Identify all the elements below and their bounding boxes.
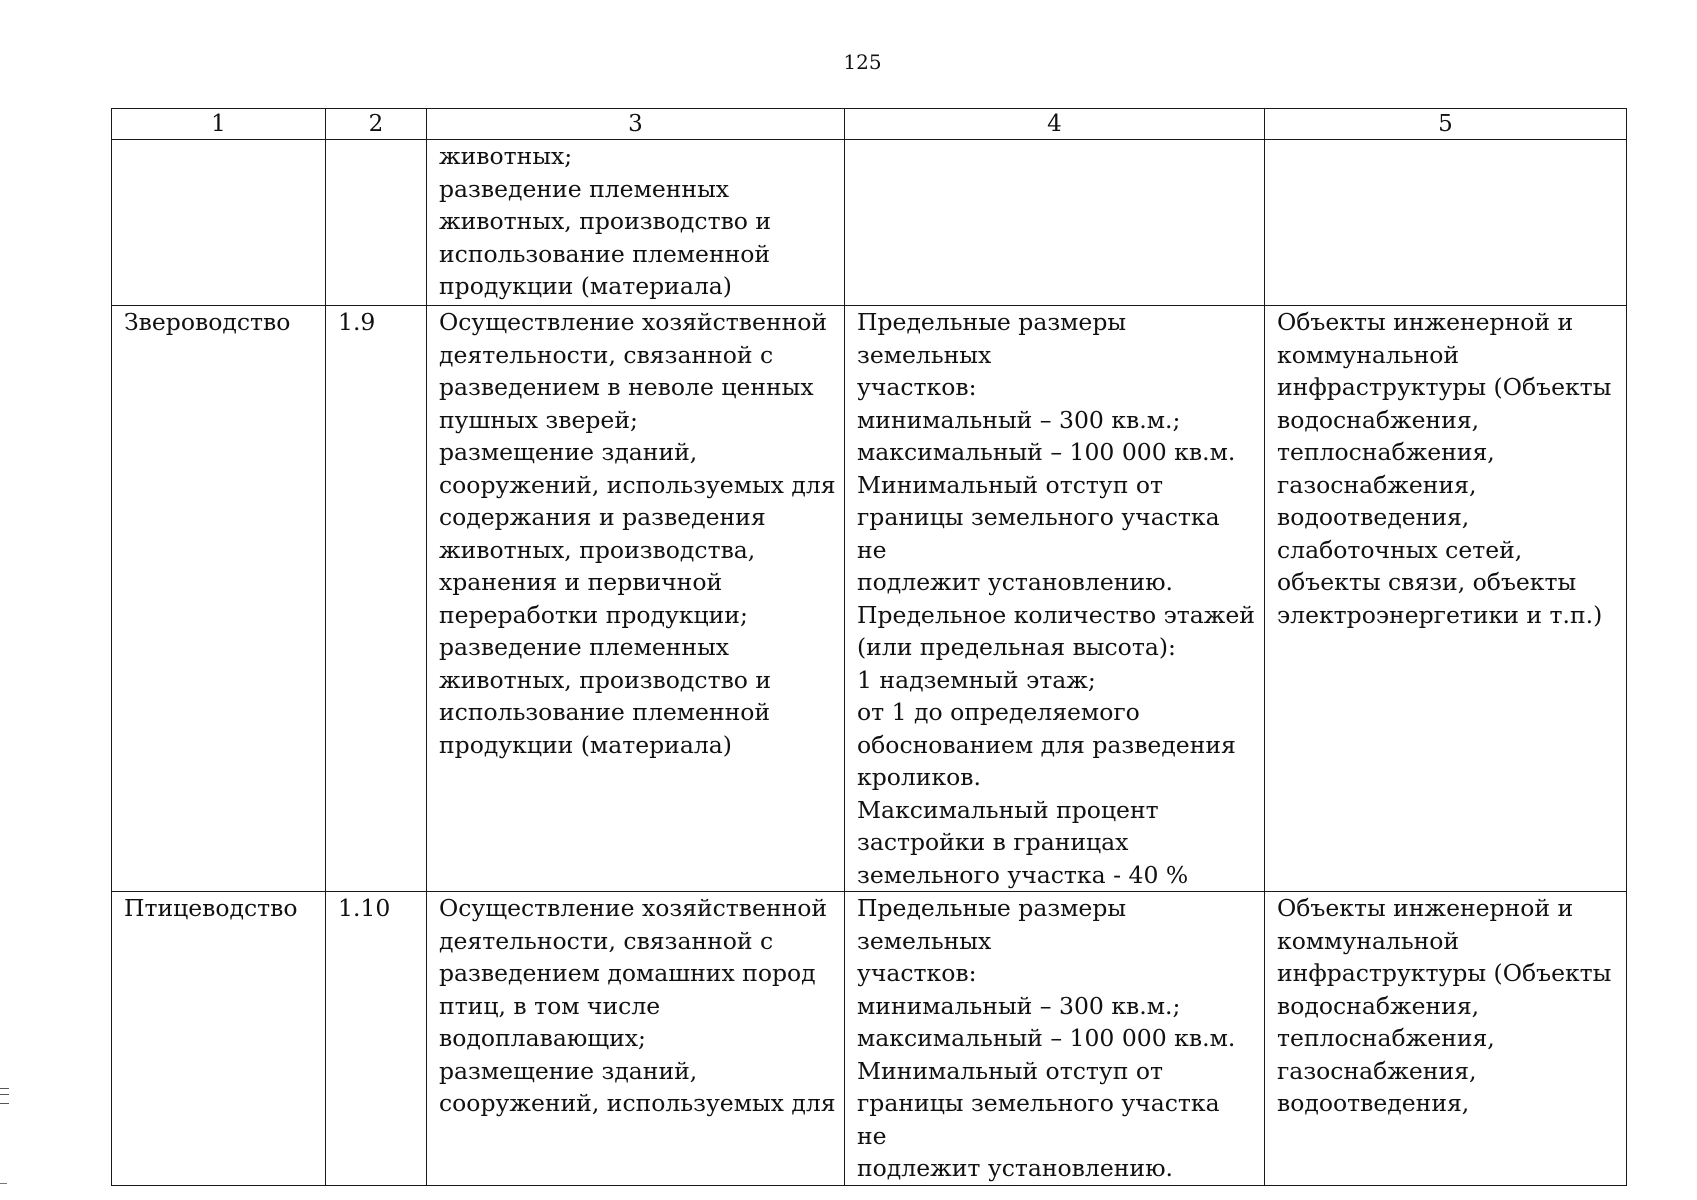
land-use-parameters-cell: Предельные размеры земельных участков: минимальный – 300 кв.м.; максимальный – 100 000 кв.м. Минимальный отступ от границы земельного участка не подлежит установлению.: [845, 892, 1265, 1186]
land-use-objects-cell: [1265, 140, 1627, 306]
land-use-description-cell: Осуществление хозяйственной деятельности, связанной с разведением домашних пород птиц, в том числе водоплавающих; размещение зданий, сооружений, используемых для: [427, 892, 845, 1186]
land-use-objects-cell: Объекты инженерной и коммунальной инфраструктуры (Объекты водоснабжения, теплоснабжения, газоснабжения, водоотведения,: [1265, 892, 1627, 1186]
scan-margin-tick: [0, 1183, 7, 1184]
land-use-name-cell: Птицеводство: [112, 892, 326, 1186]
land-use-name-cell: Звероводство: [112, 306, 326, 892]
land-use-name-cell: [112, 140, 326, 306]
table-row-fur-farming: [112, 306, 1627, 892]
land-use-description-cell: Осуществление хозяйственной деятельности, связанной с разведением в неволе ценных пушных зверей; размещение зданий, сооружений, используемых для содержания и разведения животных, производства, хранения и первичной переработки продукции; разведение племенных животных, производство и использование племенной продукции (материала): [427, 306, 845, 892]
column-header-1: 1: [112, 109, 326, 140]
land-use-parameters-cell: Предельные размеры земельных участков: минимальный – 300 кв.м.; максимальный – 100 000 кв.м. Минимальный отступ от границы земельного участка не подлежит установлению. Предельное количество этажей (или предельная высота): 1 надземный этаж; от 1 до определяемого обоснованием для разведения кроликов. Максимальный процент застройки в границах земельного участка - 40 %: [845, 306, 1265, 892]
column-header-3: 3: [427, 109, 845, 140]
land-use-code-cell: [326, 140, 427, 306]
column-header-4: 4: [845, 109, 1265, 140]
land-use-code-cell: 1.9: [326, 306, 427, 892]
column-header-5: 5: [1265, 109, 1627, 140]
land-use-parameters-cell: [845, 140, 1265, 306]
land-use-objects-cell: Объекты инженерной и коммунальной инфраструктуры (Объекты водоснабжения, теплоснабжения, газоснабжения, водоотведения, слаботочных сетей, объекты связи, объекты электроэнергетики и т.п.): [1265, 306, 1627, 892]
scan-margin-mark: [0, 1088, 9, 1104]
page-number: 125: [843, 50, 882, 74]
table-row-continuation: [112, 140, 1627, 306]
table-row-poultry-farming: [112, 892, 1627, 1186]
land-use-table: [111, 108, 1627, 1186]
land-use-description-cell: животных; разведение племенных животных, производство и использование племенной продукции (материала): [427, 140, 845, 306]
column-header-2: 2: [326, 109, 427, 140]
column-number-row: [112, 109, 1627, 140]
land-use-code-cell: 1.10: [326, 892, 427, 1186]
